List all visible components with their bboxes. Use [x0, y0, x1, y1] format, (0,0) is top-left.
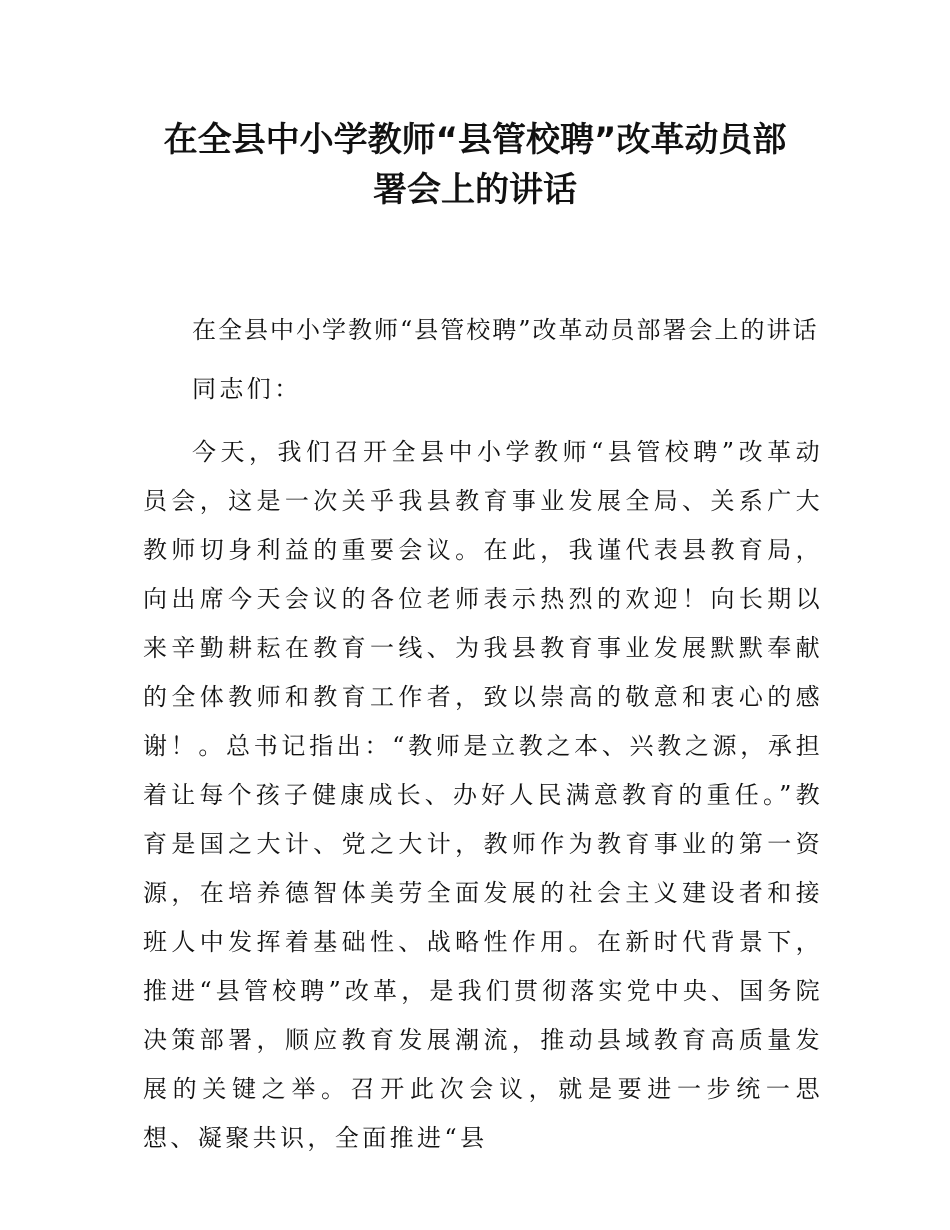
- body-paragraph: 今天，我们召开全县中小学教师“县管校聘”改革动员会，这是一次关乎我县教育事业发展全局、关系广大教师切身利益的重要会议。在此，我谨代表县教育局，向出席今天会议的各位老师表示热烈的欢迎！向长期以来辛勤耕耘在教育一线、为我县教育事业发展默默奉献的全体教师和教育工作者，致以崇高的敬意和衷心的感谢！。总书记指出：“教师是立教之本、兴教之源，承担着让每个孩子健康成长、办好人民满意教育的重任。”教育是国之大计、党之大计，教师作为教育事业的第一资源，在培养德智体美劳全面发展的社会主义建设者和接班人中发挥着基础性、战略性作用。在新时代背景下，推进“县管校聘”改革，是我们贯彻落实党中央、国务院决策部署，顺应教育发展潮流，推动县域教育高质量发展的关键之举。召开此次会议，就是要进一步统一思想、凝聚共识，全面推进“县: [143, 438, 823, 1152]
- greeting: 同志们：: [192, 375, 302, 403]
- speech-heading: 在全县中小学教师“县管校聘”改革动员部署会上的讲话: [192, 316, 819, 344]
- document-title-line-2: 署会上的讲话: [373, 170, 577, 210]
- document-title-line-1: 在全县中小学教师“县管校聘”改革动员部: [163, 120, 787, 160]
